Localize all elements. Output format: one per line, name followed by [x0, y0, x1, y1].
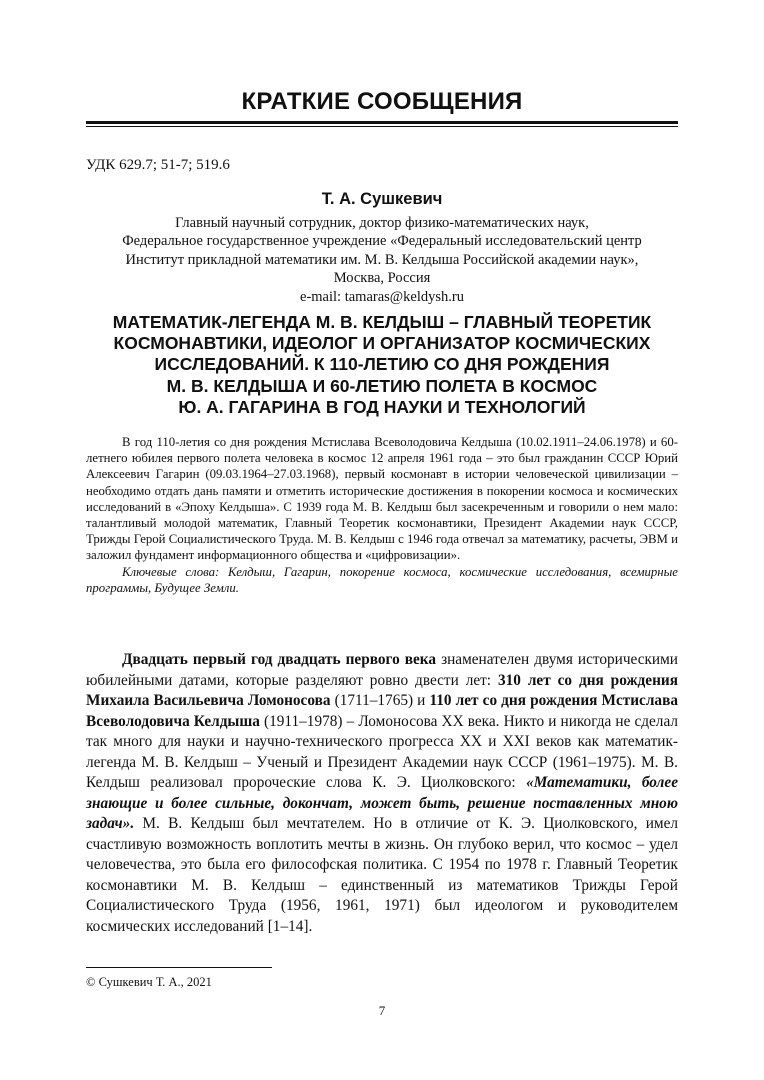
paper-title — [0, 312, 764, 418]
author-name: Т. А. Сушкевич — [321, 190, 443, 208]
copyright-footnote: © Сушкевич Т. А., 2021 — [86, 975, 212, 989]
keywords: Ключевые слова: Келдыш, Гагарин, покорение космоса, космические исследования, всемирные программы, Будущее Земли. — [86, 564, 678, 595]
section-title: КРАТКИЕ СООБЩЕНИЯ — [241, 88, 523, 115]
body-text — [86, 650, 678, 937]
abstract — [86, 434, 678, 596]
udk-code: УДК 629.7; 51-7; 519.6 — [86, 157, 230, 173]
affiliation-line: Главный научный сотрудник, доктор физико-математических наук, — [175, 215, 589, 231]
title-line: Ю. А. ГАГАРИНА В ГОД НАУКИ И ТЕХНОЛОГИЙ — [178, 396, 586, 417]
text-run: знаменателен двумя историческими юбилейными датами, которые разделяют ровно двести лет: — [86, 651, 678, 689]
affiliation-line: Москва, Россия — [333, 270, 431, 287]
text-run: М. В. Келдыш был мечтателем. Но в отличие от К. Э. Циолковского, имел счастливую возможность воплотить мечты в жизнь. Он глубоко верил, что космос – удел человечества, это была его философская политика. С 1954 по 1978 г. Главный Теоретик космонавтики М. В. Келдыш – единственный из математиков Трижды Герой Социалистического Труда (1956, 1961, 1971) был идеологом и руководителем космических исследований [1–14]. — [86, 815, 678, 935]
title-line: М. В. КЕЛДЫША И 60-ЛЕТИЮ ПОЛЕТА В КОСМОС — [166, 375, 598, 396]
author-email: e-mail: tamaras@keldysh.ru — [300, 288, 464, 305]
bold-phrase: 110 лет со дня рождения Мстислава Всеволодовича Келдыша — [86, 692, 678, 730]
text-run: (1911–1978) – Ломоносова XX века. Никто и никогда не сделал так много для науки и научно-технического прогресса XX и XXI веков как математик-легенда М. В. Келдыш – Ученый и Президент Академии наук СССР (1961–1975). М. В. Келдыш реализовал пророческие слова К. Э. Циолковского: — [86, 712, 678, 791]
text-run: (1711–1765) и — [330, 692, 430, 709]
header-rule-thin — [86, 126, 678, 127]
page-number: 7 — [378, 1003, 386, 1018]
affiliation-line: Институт прикладной математики им. М. В. Келдыша Российской академии наук», — [125, 251, 639, 268]
affiliation-line: Федеральное государственное учреждение «Федеральный исследовательский центр — [122, 233, 642, 250]
quote-phrase: «Математики, более знающие и более сильные, докончат, может быть, решение поставленных мною задач». — [86, 774, 678, 832]
bold-phrase: 310 лет со дня рождения Михаила Васильевича Ломоносова — [86, 671, 678, 709]
header-rule-thick — [86, 121, 678, 124]
title-line: КОСМОНАВТИКИ, ИДЕОЛОГ И ОРГАНИЗАТОР КОСМИЧЕСКИХ — [113, 333, 651, 354]
footnote-rule — [86, 967, 272, 968]
body-paragraph — [86, 650, 678, 937]
title-line: МАТЕМАТИК-ЛЕГЕНДА М. В. КЕЛДЫШ – ГЛАВНЫЙ ТЕОРЕТИК — [112, 312, 652, 332]
bold-phrase: Двадцать первый год двадцать первого века — [122, 651, 437, 668]
author-affiliation — [0, 214, 764, 306]
title-line: ИССЛЕДОВАНИЙ. К 110-ЛЕТИЮ СО ДНЯ РОЖДЕНИЯ — [154, 354, 610, 375]
abstract-text: В год 110-летия со дня рождения Мстислава Всеволодовича Келдыша (10.02.1911–24.06.1978) и 60-летнего юбилея первого полета человека в космос 12 апреля 1961 года – это был гражданин СССР Юрий Алексеевич Гагарин (09.03.1964–27.03.1968), первый космонавт в истории человеческой цивилизации – необходимо отдать дань памяти и отметить исторические достижения в покорении космоса и космических исследований в «Эпоху Келдыша». С 1939 года М. В. Келдыш был засекреченным и говорили о нем мало: талантливый молодой математик, Главный Теоретик космонавтики, Президент Академии наук СССР, Трижды Герой Социалистического Труда. М. В. Келдыш с 1946 года отвечал за математику, расчеты, ЭВМ и заложил фундамент информационного общества и «цифровизации». — [86, 435, 678, 563]
